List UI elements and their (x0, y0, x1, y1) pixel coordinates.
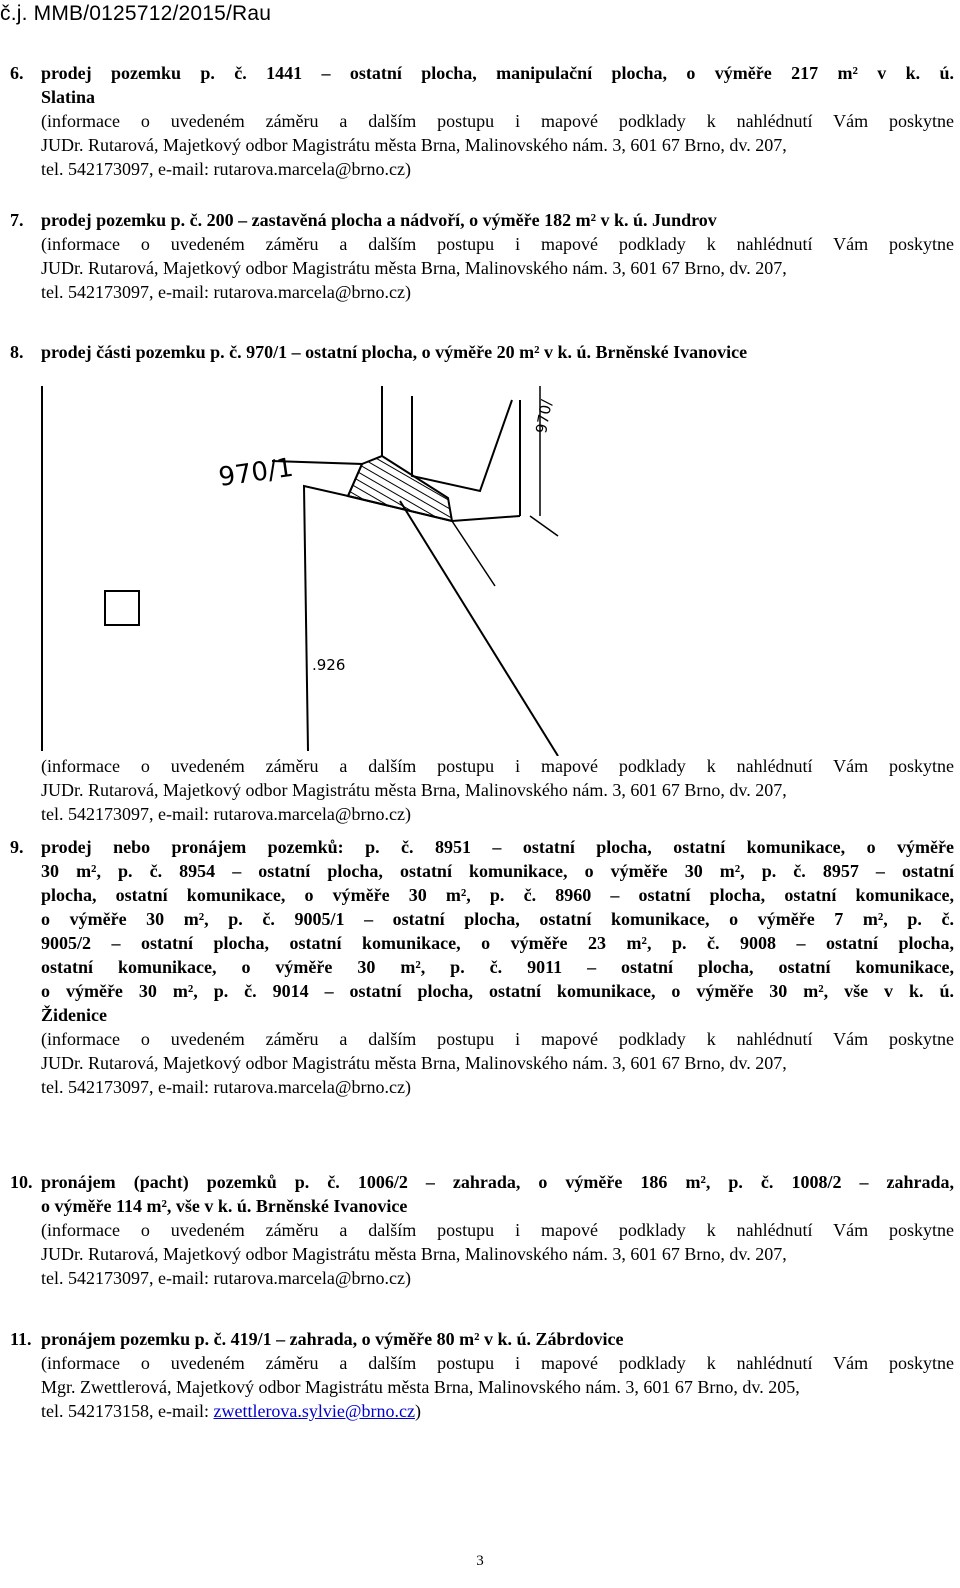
page-number: 3 (476, 1553, 484, 1569)
email-link[interactable]: zwettlerova.sylvie@brno.cz (213, 1401, 415, 1421)
item-heading: pronájem (pacht) pozemků p. č. 1006/2 – zahrada, o výměře 186 m², p. č. 1008/2 – zahrada, o výměře 114 m², vše v k. ú. Brněnské Ivanovice (41, 1172, 954, 1216)
contact-info: (informace o uvedeném záměru a dalším postupu i mapové podklady k nahlédnutí Vám poskytne JUDr. Rutarová, Majetkový odbor Magistrátu města Brna, Malinovského nám. 3, 601 67 Brno, dv. 207, tel. 542173097, e-mail: rutarova.marcela@brno.cz) (41, 756, 954, 824)
item-heading: prodej pozemku p. č. 200 – zastavěná plocha a nádvoří, o výměře 182 m² v k. ú. Jundrov (41, 210, 717, 230)
contact-info: (informace o uvedeném záměru a dalším postupu i mapové podklady k nahlédnutí Vám poskytne JUDr. Rutarová, Majetkový odbor Magistrátu města Brna, Malinovského nám. 3, 601 67 Brno, dv. 207, tel. 542173097, e-mail: rutarova.marcela@brno.cz) (41, 1029, 954, 1097)
item-8-info (10, 754, 954, 826)
hatched-parcel (348, 456, 452, 521)
small-building (105, 591, 139, 625)
item-number: 9. (10, 837, 24, 857)
contact-info: (informace o uvedeném záměru a dalším postupu i mapové podklady k nahlédnutí Vám poskytne JUDr. Rutarová, Majetkový odbor Magistrátu města Brna, Malinovského nám. 3, 601 67 Brno, dv. 207, tel. 542173097, e-mail: rutarova.marcela@brno.cz) (41, 234, 954, 302)
document-reference: č.j. MMB/0125712/2015/Rau (0, 2, 272, 25)
item-number: 10. (10, 1172, 33, 1192)
item-heading: prodej části pozemku p. č. 970/1 – ostatní plocha, o výměře 20 m² v k. ú. Brněnské Ivanovice (41, 342, 748, 362)
item-number: 8. (10, 342, 24, 362)
item-7 (10, 208, 954, 304)
item-number: 11. (10, 1329, 32, 1349)
parcel-926-outline (272, 461, 362, 751)
item-6 (10, 61, 954, 181)
parcel-label-926: .926 (312, 656, 346, 674)
item-number: 7. (10, 210, 24, 230)
item-9 (10, 835, 954, 1099)
parcel-line-corner (530, 516, 558, 536)
item-8 (10, 340, 954, 364)
item-11 (10, 1327, 954, 1423)
building-outline (412, 396, 512, 491)
contact-info: (informace o uvedeném záměru a dalším postupu i mapové podklady k nahlédnutí Vám poskytne JUDr. Rutarová, Majetkový odbor Magistrátu města Brna, Malinovského nám. 3, 601 67 Brno, dv. 207, tel. 542173097, e-mail: rutarova.marcela@brno.cz) (41, 1220, 954, 1288)
item-heading: prodej pozemku p. č. 1441 – ostatní plocha, manipulační plocha, o výměře 217 m² v k. ú. Slatina (41, 63, 954, 107)
parcel-label-970: 970/ (532, 398, 556, 435)
parcel-inner-line (452, 521, 495, 586)
item-heading: pronájem pozemku p. č. 419/1 – zahrada, o výměře 80 m² v k. ú. Zábrdovice (41, 1329, 624, 1349)
parcel-diagonal (400, 501, 558, 756)
item-number: 6. (10, 63, 24, 83)
contact-info: (informace o uvedeném záměru a dalším postupu i mapové podklady k nahlédnutí Vám poskytne JUDr. Rutarová, Majetkový odbor Magistrátu města Brna, Malinovského nám. 3, 601 67 Brno, dv. 207, tel. 542173097, e-mail: rutarova.marcela@brno.cz) (41, 111, 954, 179)
parcel-label-970-1: 970/1 (216, 452, 296, 493)
item-heading: prodej nebo pronájem pozemků: p. č. 8951 – ostatní plocha, ostatní komunikace, o výměře 30 m², p. č. 8954 – ostatní plocha, ostatní komunikace, o výměře 30 m², p. č. 8957 – ostatní plocha, ostatní komunikace, o výměře 30 m², p. č. 8960 – ostatní plocha, ostatní komunikace, o výměře 30 m², p. č. 9005/1 – ostatní plocha, ostatní komunikace, o výměře 7 m², p. č. 9005/2 – ostatní plocha, ostatní komunikace, o výměře 23 m², p. č. 9008 – ostatní plocha, ostatní komunikace, o výměře 30 m², p. č. 9011 – ostatní plocha, ostatní komunikace, o výměře 30 m², p. č. 9014 – ostatní plocha, ostatní komunikace, o výměře 30 m², vše v k. ú. Židenice (41, 837, 954, 1025)
cadastral-map (40, 386, 560, 756)
item-10 (10, 1170, 954, 1290)
contact-info: (informace o uvedeném záměru a dalším postupu i mapové podklady k nahlédnutí Vám poskytne Mgr. Zwettlerová, Majetkový odbor Magistrátu města Brna, Malinovského nám. 3, 601 67 Brno, dv. 205, tel. 542173158, e-mail: zwettlerova.sylvie@brno.cz) (41, 1353, 954, 1421)
